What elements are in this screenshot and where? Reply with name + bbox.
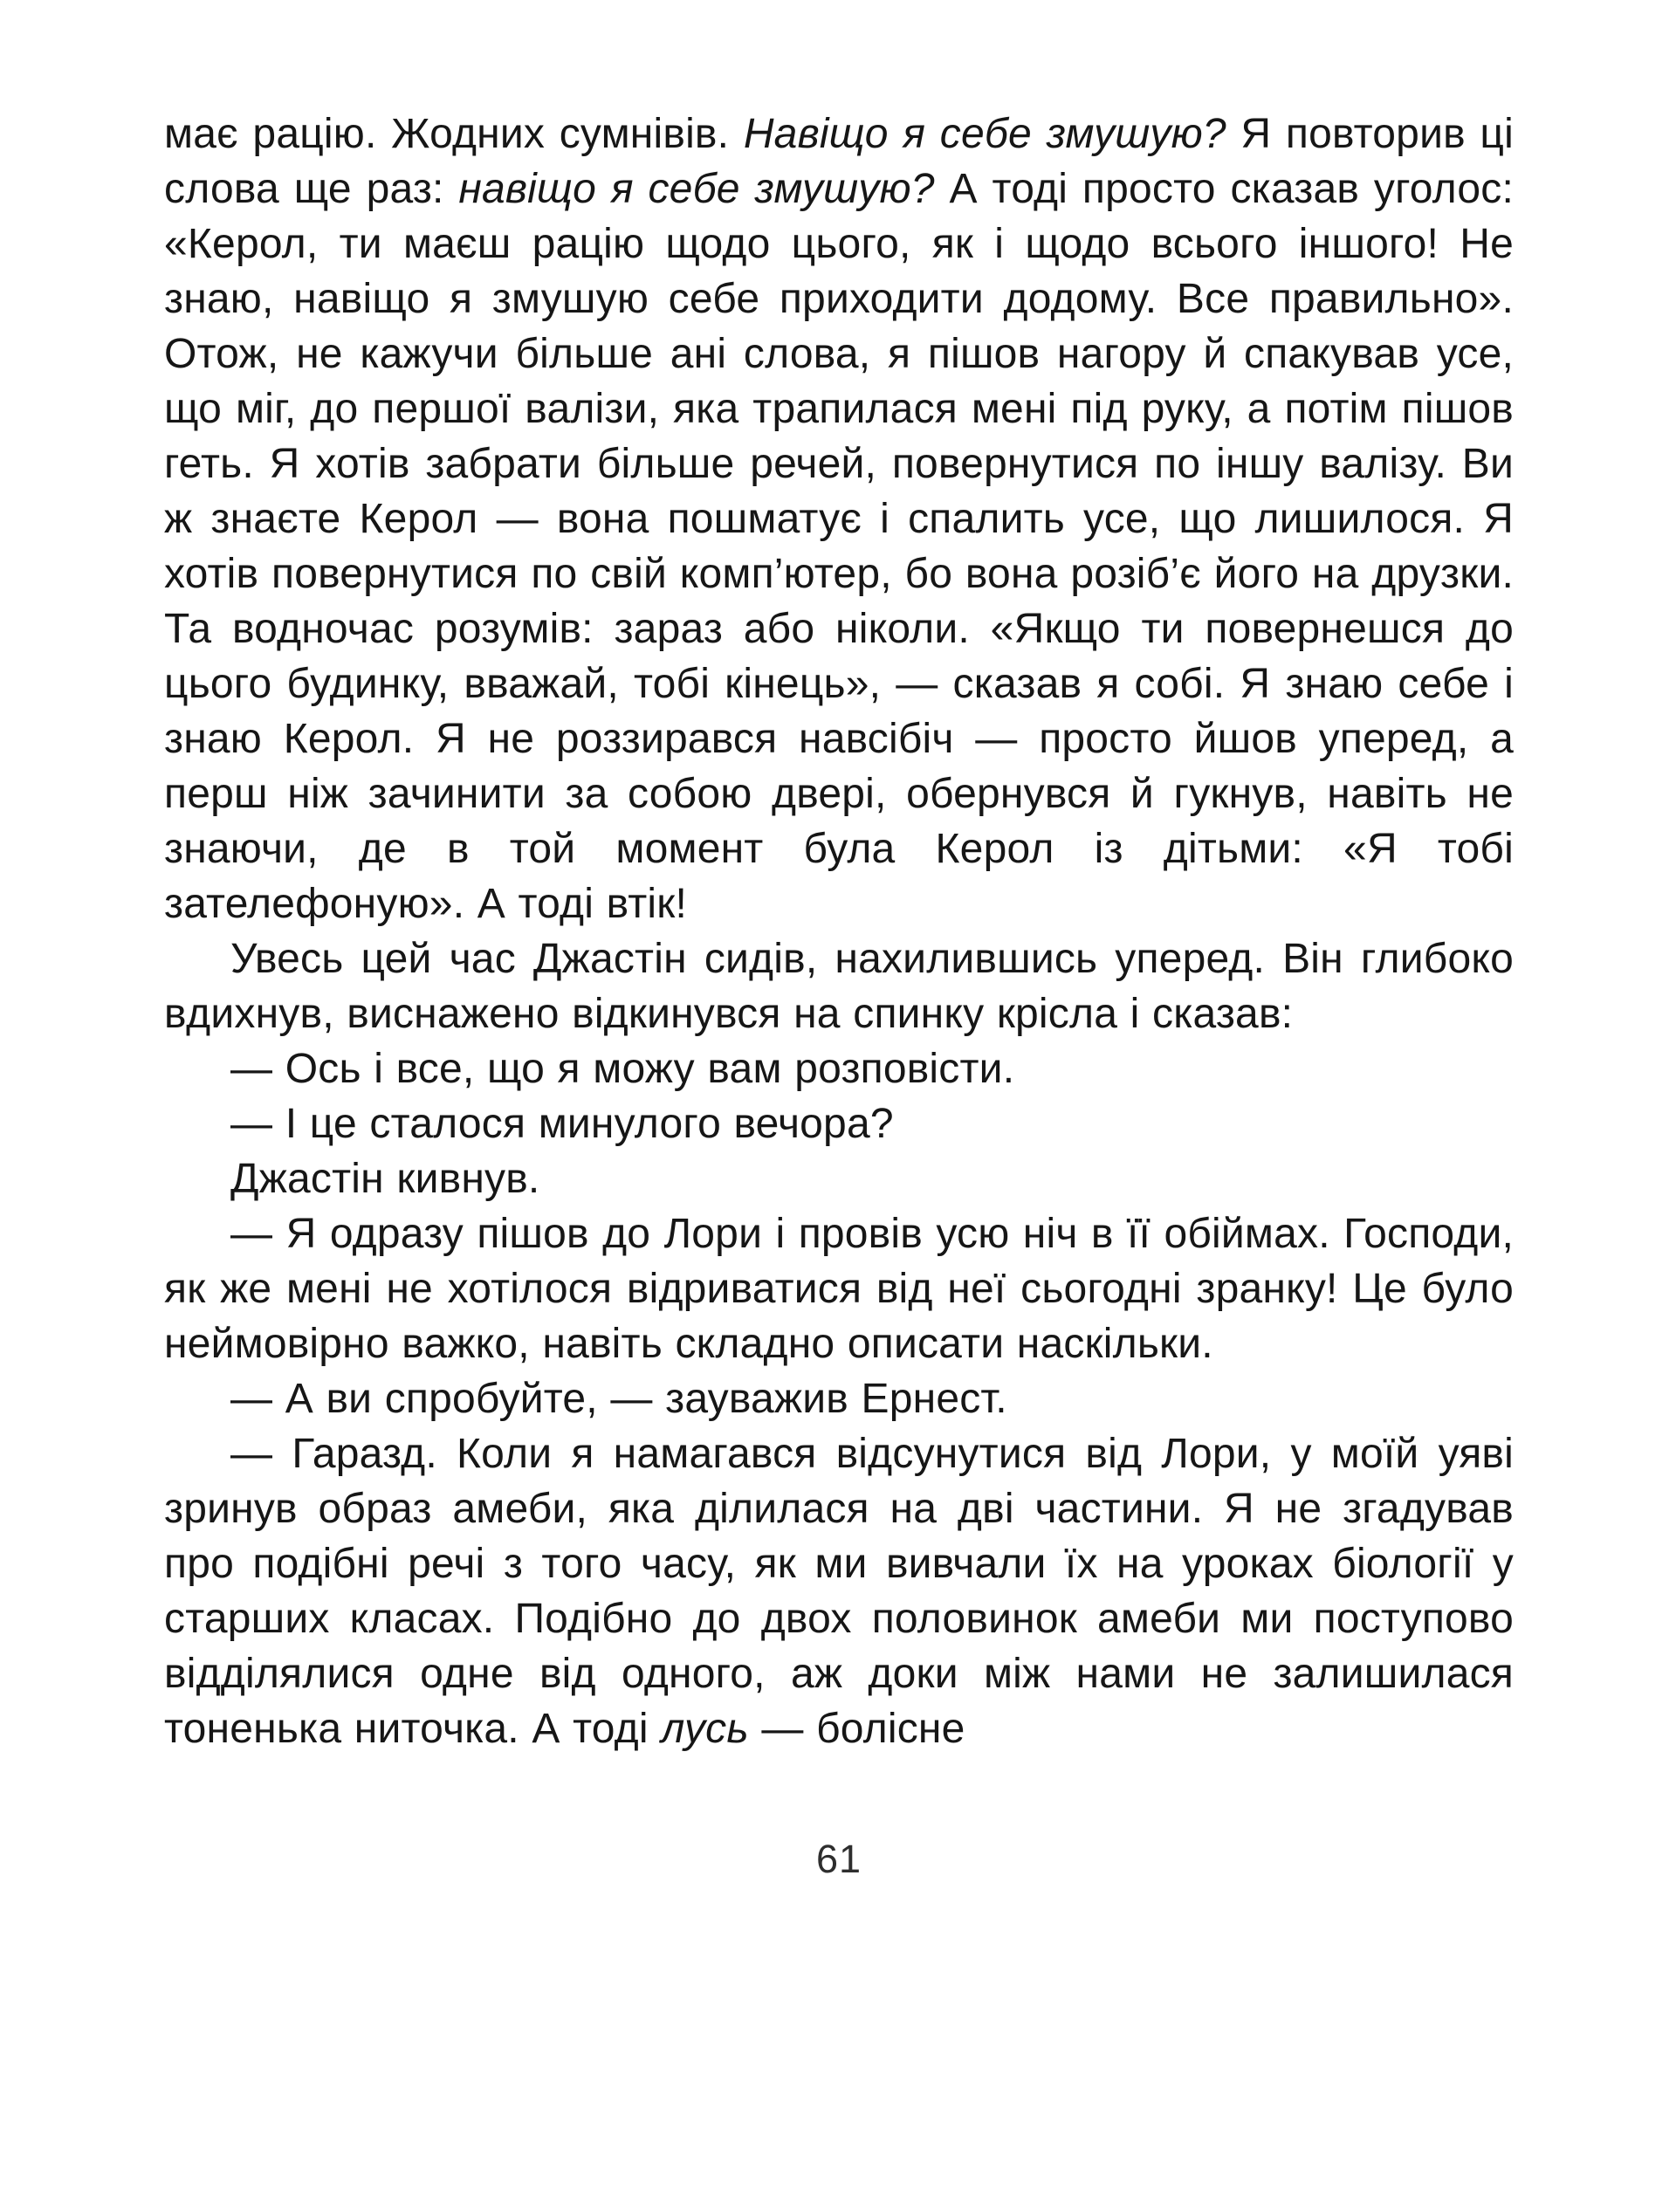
paragraph bbox=[164, 1096, 1514, 1151]
paragraph bbox=[164, 1371, 1514, 1426]
italic-text-run: навіщо я себе змушую? bbox=[458, 166, 935, 212]
text-run: Увесь цей час Джастін сидів, нахилившись уперед. Він глибоко вдихнув, виснажено відкинувся на спинку крісла і сказав: bbox=[164, 936, 1514, 1037]
text-run: Джастін кивнув. bbox=[230, 1156, 540, 1202]
paragraph bbox=[164, 1206, 1514, 1371]
text-run: має рацію. Жодних сумнівів. bbox=[164, 111, 744, 157]
paragraph bbox=[164, 106, 1514, 931]
text-run: — болісне bbox=[748, 1706, 965, 1752]
paragraph bbox=[164, 1151, 1514, 1206]
paragraph bbox=[164, 931, 1514, 1041]
text-run: — Ось і все, що я можу вам розповісти. bbox=[230, 1046, 1015, 1092]
italic-text-run: лусь bbox=[661, 1706, 749, 1752]
page-number: 61 bbox=[815, 1837, 862, 1881]
italic-text-run: Навіщо я себе змушую? bbox=[743, 111, 1226, 157]
page-text bbox=[164, 106, 1514, 1756]
text-run: — Я одразу пішов до Лори і провів усю ніч в її обіймах. Господи, як же мені не хотілося відриватися від неї сьогодні зранку! Це було неймовірно важко, навіть складно описати наскільки. bbox=[164, 1211, 1514, 1367]
paragraph bbox=[164, 1041, 1514, 1096]
text-run: Я повторив ці слова ще раз: bbox=[164, 111, 1514, 212]
text-run: А тоді просто сказав уголос: «Керол, ти маєш рацію щодо цього, як і щодо всього іншого! Не знаю, навіщо я змушую себе приходити додому. Все правильно». Отож, не кажучи більше ані слова, я пішов нагору й спакував усе, що міг, до першої валізи, яка трапилася мені під руку, а потім пішов геть. Я хотів забрати більше речей, повернутися по іншу валізу. Ви ж знаєте Керол — вона пошматує і спалить усе, що лишилося. Я хотів повернутися по свій комп’ютер, бо вона розіб’є його на друзки. Та водночас розумів: зараз або ніколи. «Якщо ти повернешся до цього будинку, вважай, тобі кінець», — сказав я собі. Я знаю себе і знаю Керол. Я не роззирався навсібіч — просто йшов уперед, а перш ніж зачинити за собою двері, обернувся й гукнув, навіть не знаючи, де в той момент була Керол із дітьми: «Я тобі зателефоную». А тоді втік! bbox=[164, 166, 1514, 927]
paragraph bbox=[164, 1426, 1514, 1756]
text-run: — А ви спробуйте, — зауважив Ернест. bbox=[230, 1376, 1007, 1422]
text-run: — Гаразд. Коли я намагався відсунутися від Лори, у моїй уяві зринув образ амеби, яка ділилася на дві частини. Я не згадував про подібні речі з того часу, як ми вивчали їх на уроках біології у старших класах. Подібно до двох половинок амеби ми поступово відділялися одне від одного, аж доки між нами не залишилася тоненька ниточка. А тоді bbox=[164, 1431, 1514, 1752]
text-run: — І це сталося минулого вечора? bbox=[230, 1101, 894, 1147]
